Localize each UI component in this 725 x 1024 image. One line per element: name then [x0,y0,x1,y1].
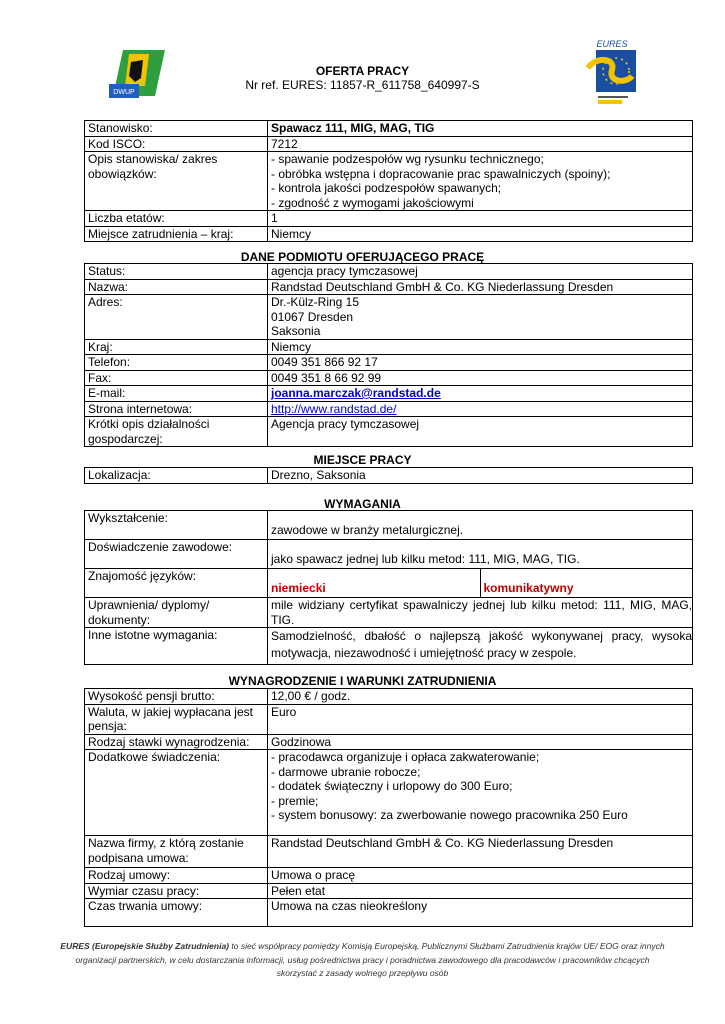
label-cell: Adres: [85,295,268,340]
place-table [84,467,693,484]
permits-value: mile widziany certyfikat spawalniczy jednej lub kilku metod: 111, MIG, MAG, TIG. [268,598,693,628]
label-cell: Znajomość języków: [85,569,268,598]
table-row [85,211,693,227]
education-value: zawodowe w branży metalurgicznej. [268,511,693,540]
table-row [85,370,693,386]
svg-text:DWUP: DWUP [113,89,135,96]
language-value: niemiecki [268,569,481,598]
label-cell: Strona internetowa: [85,401,268,417]
table-row [85,468,693,484]
label-cell: Opis stanowiska/ zakres obowiązków: [85,152,268,211]
table-row [85,152,693,211]
benefit-item: - dodatek świąteczny i urlopowy do 300 Euro; [271,779,513,793]
section-title-requirements: WYMAGANIA [324,497,401,511]
duty-item: - obróbka wstępna i dopracowanie prac spawalniczych (spoiny); [271,166,611,181]
table-row [85,295,693,340]
table-row [85,734,693,750]
website-link[interactable]: http://www.randstad.de/ [271,401,397,416]
table-row [85,704,693,734]
table-row [85,355,693,371]
footer-bold: EURES (Europejskie Służby Zatrudnienia) [60,941,230,951]
experience-value: jako spawacz jednej lub kilku metod: 111, MIG, MAG, TIG. [268,540,693,569]
table-row [85,689,693,705]
other-requirements: Samodzielność, dbałość o najlepszą jakość wykonywanej pracy, wysoka motywacja, niezawodność i umiejętność pracy w zespole. [268,628,693,665]
label-cell: Miejsce zatrudnienia – kraj: [85,226,268,242]
table-row [85,569,693,598]
label-cell: Lokalizacja: [85,468,268,484]
label-cell: Czas trwania umowy: [85,899,268,927]
location-value: Drezno, Saksonia [268,468,693,484]
address-line: Dr.-Külz-Ring 15 [271,295,360,309]
address-value [268,295,693,340]
position-table [84,120,693,242]
duty-item: - kontrola jakości podzespołów spawanych; [271,181,502,195]
contract-company: Randstad Deutschland GmbH & Co. KG Niederlassung Dresden [268,836,693,868]
table-row [85,417,693,447]
label-cell: Status: [85,264,268,280]
fax-value: 0049 351 8 66 92 99 [268,370,693,386]
working-time: Pełen etat [268,883,693,899]
requirements-table [84,510,693,665]
address-line: Saksonia [271,324,321,338]
benefit-item: - premie; [271,793,319,808]
label-cell: Liczba etatów: [85,211,268,227]
label-cell: Wymiar czasu pracy: [85,883,268,899]
label-cell: Dodatkowe świadczenia: [85,750,268,836]
rate-value: Godzinowa [268,734,693,750]
table-row [85,279,693,295]
table-row [85,264,693,280]
table-row [85,339,693,355]
footer-text: to sieć współpracy pomiędzy Komisją Europejską, Publicznymi Służbami Zatrudnienia krajów UE/ EOG oraz innych organizacji partnerskich, w celu dostarczania informacji, usług pośrednictwa pracy i poradnictwa zawodowego dla pracodawców i pracowników chcących skorzystać z zasady wolnego przepływu osób [75,941,665,978]
label-cell: Inne istotne wymagania: [85,628,268,665]
table-row [85,883,693,899]
benefit-item: - system bonusowy: za zwerbowanie nowego pracownika 250 Euro [271,808,628,822]
svg-text:EURES: EURES [596,39,628,49]
table-row [85,750,693,836]
label-cell: Wysokość pensji brutto: [85,689,268,705]
positions-count: 1 [268,211,693,227]
benefit-item: - darmowe ubranie robocze; [271,764,421,779]
business-description: Agencja pracy tymczasowej [268,417,693,447]
company-name: Randstad Deutschland GmbH & Co. KG Niederlassung Dresden [268,279,693,295]
salary-amount: 12,00 € / godz. [268,689,693,705]
label-cell: Stanowisko: [85,121,268,137]
table-row [85,628,693,665]
duty-item: - zgodność z wymogami jakościowymi [271,195,474,210]
address-line: 01067 Dresden [271,309,354,324]
phone-value: 0049 351 866 92 17 [268,355,693,371]
salary-table [84,688,693,927]
label-cell: Fax: [85,370,268,386]
label-cell: Rodzaj stawki wynagrodzenia: [85,734,268,750]
benefits-list [268,750,693,836]
section-title-place: MIEJSCE PRACY [313,453,412,467]
label-cell: Nazwa: [85,279,268,295]
benefit-item: - pracodawca organizuje i opłaca zakwaterowanie; [271,750,540,764]
language-level: komunikatywny [480,569,693,598]
table-row [85,868,693,884]
label-cell: E-mail: [85,386,268,402]
label-cell: Waluta, w jakiej wypłacana jest pensja: [85,704,268,734]
label-cell: Doświadczenie zawodowe: [85,540,268,569]
table-row [85,401,693,417]
section-title-salary: WYNAGRODZENIE I WARUNKI ZATRUDNIENIA [228,674,497,688]
label-cell: Kraj: [85,339,268,355]
contract-duration: Umowa na czas nieokreślony [268,899,693,927]
section-title-employer: DANE PODMIOTU OFERUJĄCEGO PRACĘ [240,250,485,264]
country-value: Niemcy [268,339,693,355]
table-row [85,121,693,137]
label-cell: Uprawnienia/ dyplomy/ dokumenty: [85,598,268,628]
footer-note [60,940,665,981]
email-link[interactable]: joanna.marczak@randstad.de [271,386,441,400]
table-row [85,136,693,152]
reference-number: Nr ref. EURES: 11857-R_611758_640997-S [245,78,480,92]
label-cell: Telefon: [85,355,268,371]
job-title: Spawacz 111, MIG, MAG, TIG [268,121,693,137]
isco-code: 7212 [268,136,693,152]
employer-table [84,263,693,447]
table-row [85,836,693,868]
label-cell: Kod ISCO: [85,136,268,152]
website-cell [268,401,693,417]
label-cell: Rodzaj umowy: [85,868,268,884]
email-cell [268,386,693,402]
label-cell: Wykształcenie: [85,511,268,540]
table-row [85,386,693,402]
status-value: agencja pracy tymczasowej [268,264,693,280]
country-value: Niemcy [268,226,693,242]
table-row [85,899,693,927]
page-title: OFERTA PRACY [315,64,410,78]
contract-type: Umowa o pracę [268,868,693,884]
table-row [85,598,693,628]
table-row [85,540,693,569]
currency-value: Euro [268,704,693,734]
table-row [85,226,693,242]
label-cell: Nazwa firmy, z którą zostanie podpisana umowa: [85,836,268,868]
duty-item: - spawanie podzespołów wg rysunku technicznego; [271,152,544,166]
duties-list [268,152,693,211]
table-row [85,511,693,540]
label-cell: Krótki opis działalności gospodarczej: [85,417,268,447]
